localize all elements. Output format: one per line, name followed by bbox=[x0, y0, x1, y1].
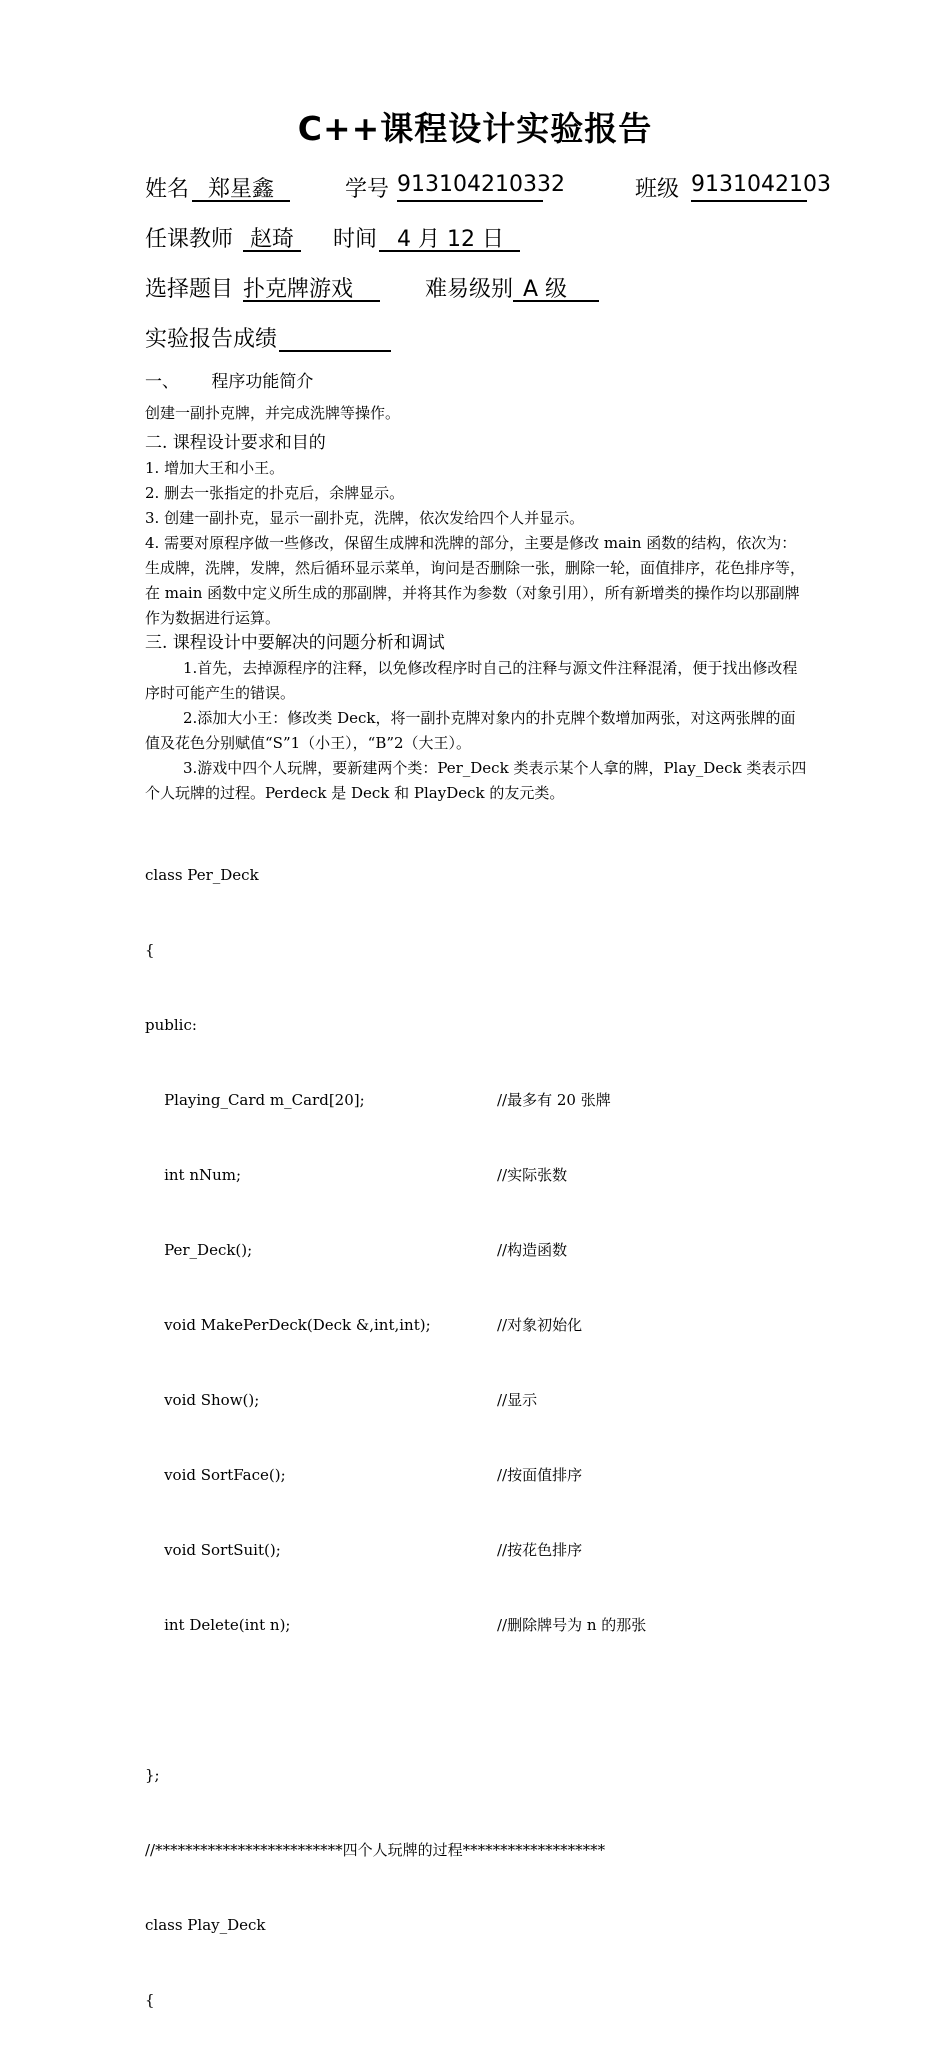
class-label: 班级 bbox=[635, 177, 680, 202]
teacher-label: 任课教师 bbox=[145, 227, 234, 252]
analysis-paragraph: 2.添加大小王：修改类 Deck，将一副扑克牌对象内的扑克牌个数增加两张，对这两张牌的面值及花色分别赋值“S”1（小王），“B”2（大王）。 bbox=[145, 709, 796, 752]
report-title: C++课程设计实验报告 bbox=[297, 109, 653, 148]
code-comment: //最多有 20 张牌 bbox=[497, 1091, 611, 1109]
code-member-line bbox=[145, 1238, 605, 1263]
code-decl: void SortFace(); bbox=[145, 1466, 286, 1484]
code-decl: Playing_Card m_Card[20]; bbox=[145, 1091, 365, 1109]
code-comment: //删除牌号为 n 的那张 bbox=[497, 1616, 647, 1634]
requirement-item: 4. 需要对原程序做一些修改，保留生成牌和洗牌的部分，主要是修改 main 函数的结构，依次为：生成牌，洗牌，发牌，然后循环显示菜单，询问是否删除一张，删除一轮，面值排序，花色排序等，在 main 函数中定义所生成的那副牌，并将其作为参数（对象引用），所有新增类的操作均以那副牌作为数据进行运算。 bbox=[145, 534, 806, 627]
student-id-label: 学号 bbox=[345, 177, 390, 202]
code-decl: int nNum; bbox=[145, 1166, 242, 1184]
code-member-line bbox=[145, 1088, 611, 1113]
section-2-title: 二. 课程设计要求和目的 bbox=[145, 433, 326, 453]
code-comment: //实际张数 bbox=[497, 1166, 568, 1184]
section-1-body: 创建一副扑克牌，并完成洗牌等操作。 bbox=[145, 404, 401, 422]
code-member-line bbox=[145, 1163, 605, 1188]
code-line: class Per_Deck bbox=[145, 866, 259, 884]
code-member-line bbox=[145, 1388, 605, 1413]
code-member-line bbox=[145, 1538, 605, 1563]
code-decl: void SortSuit(); bbox=[145, 1541, 281, 1559]
name-label: 姓名 bbox=[145, 177, 190, 202]
topic-value: 扑克牌游戏 bbox=[243, 272, 380, 302]
code-comment: //构造函数 bbox=[497, 1241, 568, 1259]
analysis-paragraph: 3.游戏中四个人玩牌，要新建两个类：Per_Deck 类表示某个人拿的牌，Play_Deck 类表示四个人玩牌的过程。Perdeck 是 Deck 和 PlayDeck 的友元类。 bbox=[145, 759, 807, 802]
code-line: { bbox=[145, 1991, 155, 2009]
time-label: 时间 bbox=[333, 227, 378, 252]
code-comment: //对象初始化 bbox=[497, 1316, 583, 1334]
requirement-item: 1. 增加大王和小王。 bbox=[145, 459, 285, 477]
requirement-item: 3. 创建一副扑克，显示一副扑克，洗牌，依次发给四个人并显示。 bbox=[145, 509, 585, 527]
analysis-paragraph: 1.首先，去掉源程序的注释，以免修改程序时自己的注释与源文件注释混淆，便于找出修改程序时可能产生的错误。 bbox=[145, 659, 798, 702]
code-comment: //按花色排序 bbox=[497, 1541, 583, 1559]
code-line: class Play_Deck bbox=[145, 1916, 266, 1934]
score-label: 实验报告成绩 bbox=[145, 327, 278, 352]
code-member-line bbox=[145, 1613, 647, 1638]
report-body bbox=[145, 368, 810, 806]
code-member-line bbox=[145, 1463, 605, 1488]
code-comment: //按面值排序 bbox=[497, 1466, 583, 1484]
student-id-value: 913104210332 bbox=[397, 172, 543, 202]
section-3-title: 三. 课程设计中要解决的问题分析和调试 bbox=[145, 633, 445, 653]
difficulty-label: 难易级别 bbox=[425, 277, 514, 302]
code-line: }; bbox=[145, 1766, 160, 1784]
requirement-item: 2. 删去一张指定的扑克后，余牌显示。 bbox=[145, 484, 405, 502]
code-decl: void Show(); bbox=[145, 1391, 260, 1409]
class-value: 9131042103 bbox=[691, 172, 807, 202]
code-member-line bbox=[145, 1313, 605, 1338]
difficulty-value: A 级 bbox=[513, 272, 599, 302]
code-decl: Per_Deck(); bbox=[145, 1241, 253, 1259]
code-blank-line bbox=[145, 1688, 605, 1713]
section-1-title: 一、 程序功能简介 bbox=[145, 372, 314, 392]
name-value: 郑星鑫 bbox=[192, 172, 290, 202]
topic-label: 选择题目 bbox=[145, 277, 234, 302]
code-line: public: bbox=[145, 1016, 197, 1034]
code-block bbox=[145, 813, 647, 2063]
code-comment: //显示 bbox=[497, 1391, 538, 1409]
code-decl: void MakePerDeck(Deck &,int,int); bbox=[145, 1316, 431, 1334]
time-value: 4 月 12 日 bbox=[379, 222, 520, 252]
code-line: { bbox=[145, 941, 155, 959]
code-decl: int Delete(int n); bbox=[145, 1616, 291, 1634]
teacher-value: 赵琦 bbox=[243, 222, 301, 252]
code-comment-line: //*************************四个人玩牌的过程******************* bbox=[145, 1841, 606, 1859]
score-value bbox=[279, 322, 391, 352]
